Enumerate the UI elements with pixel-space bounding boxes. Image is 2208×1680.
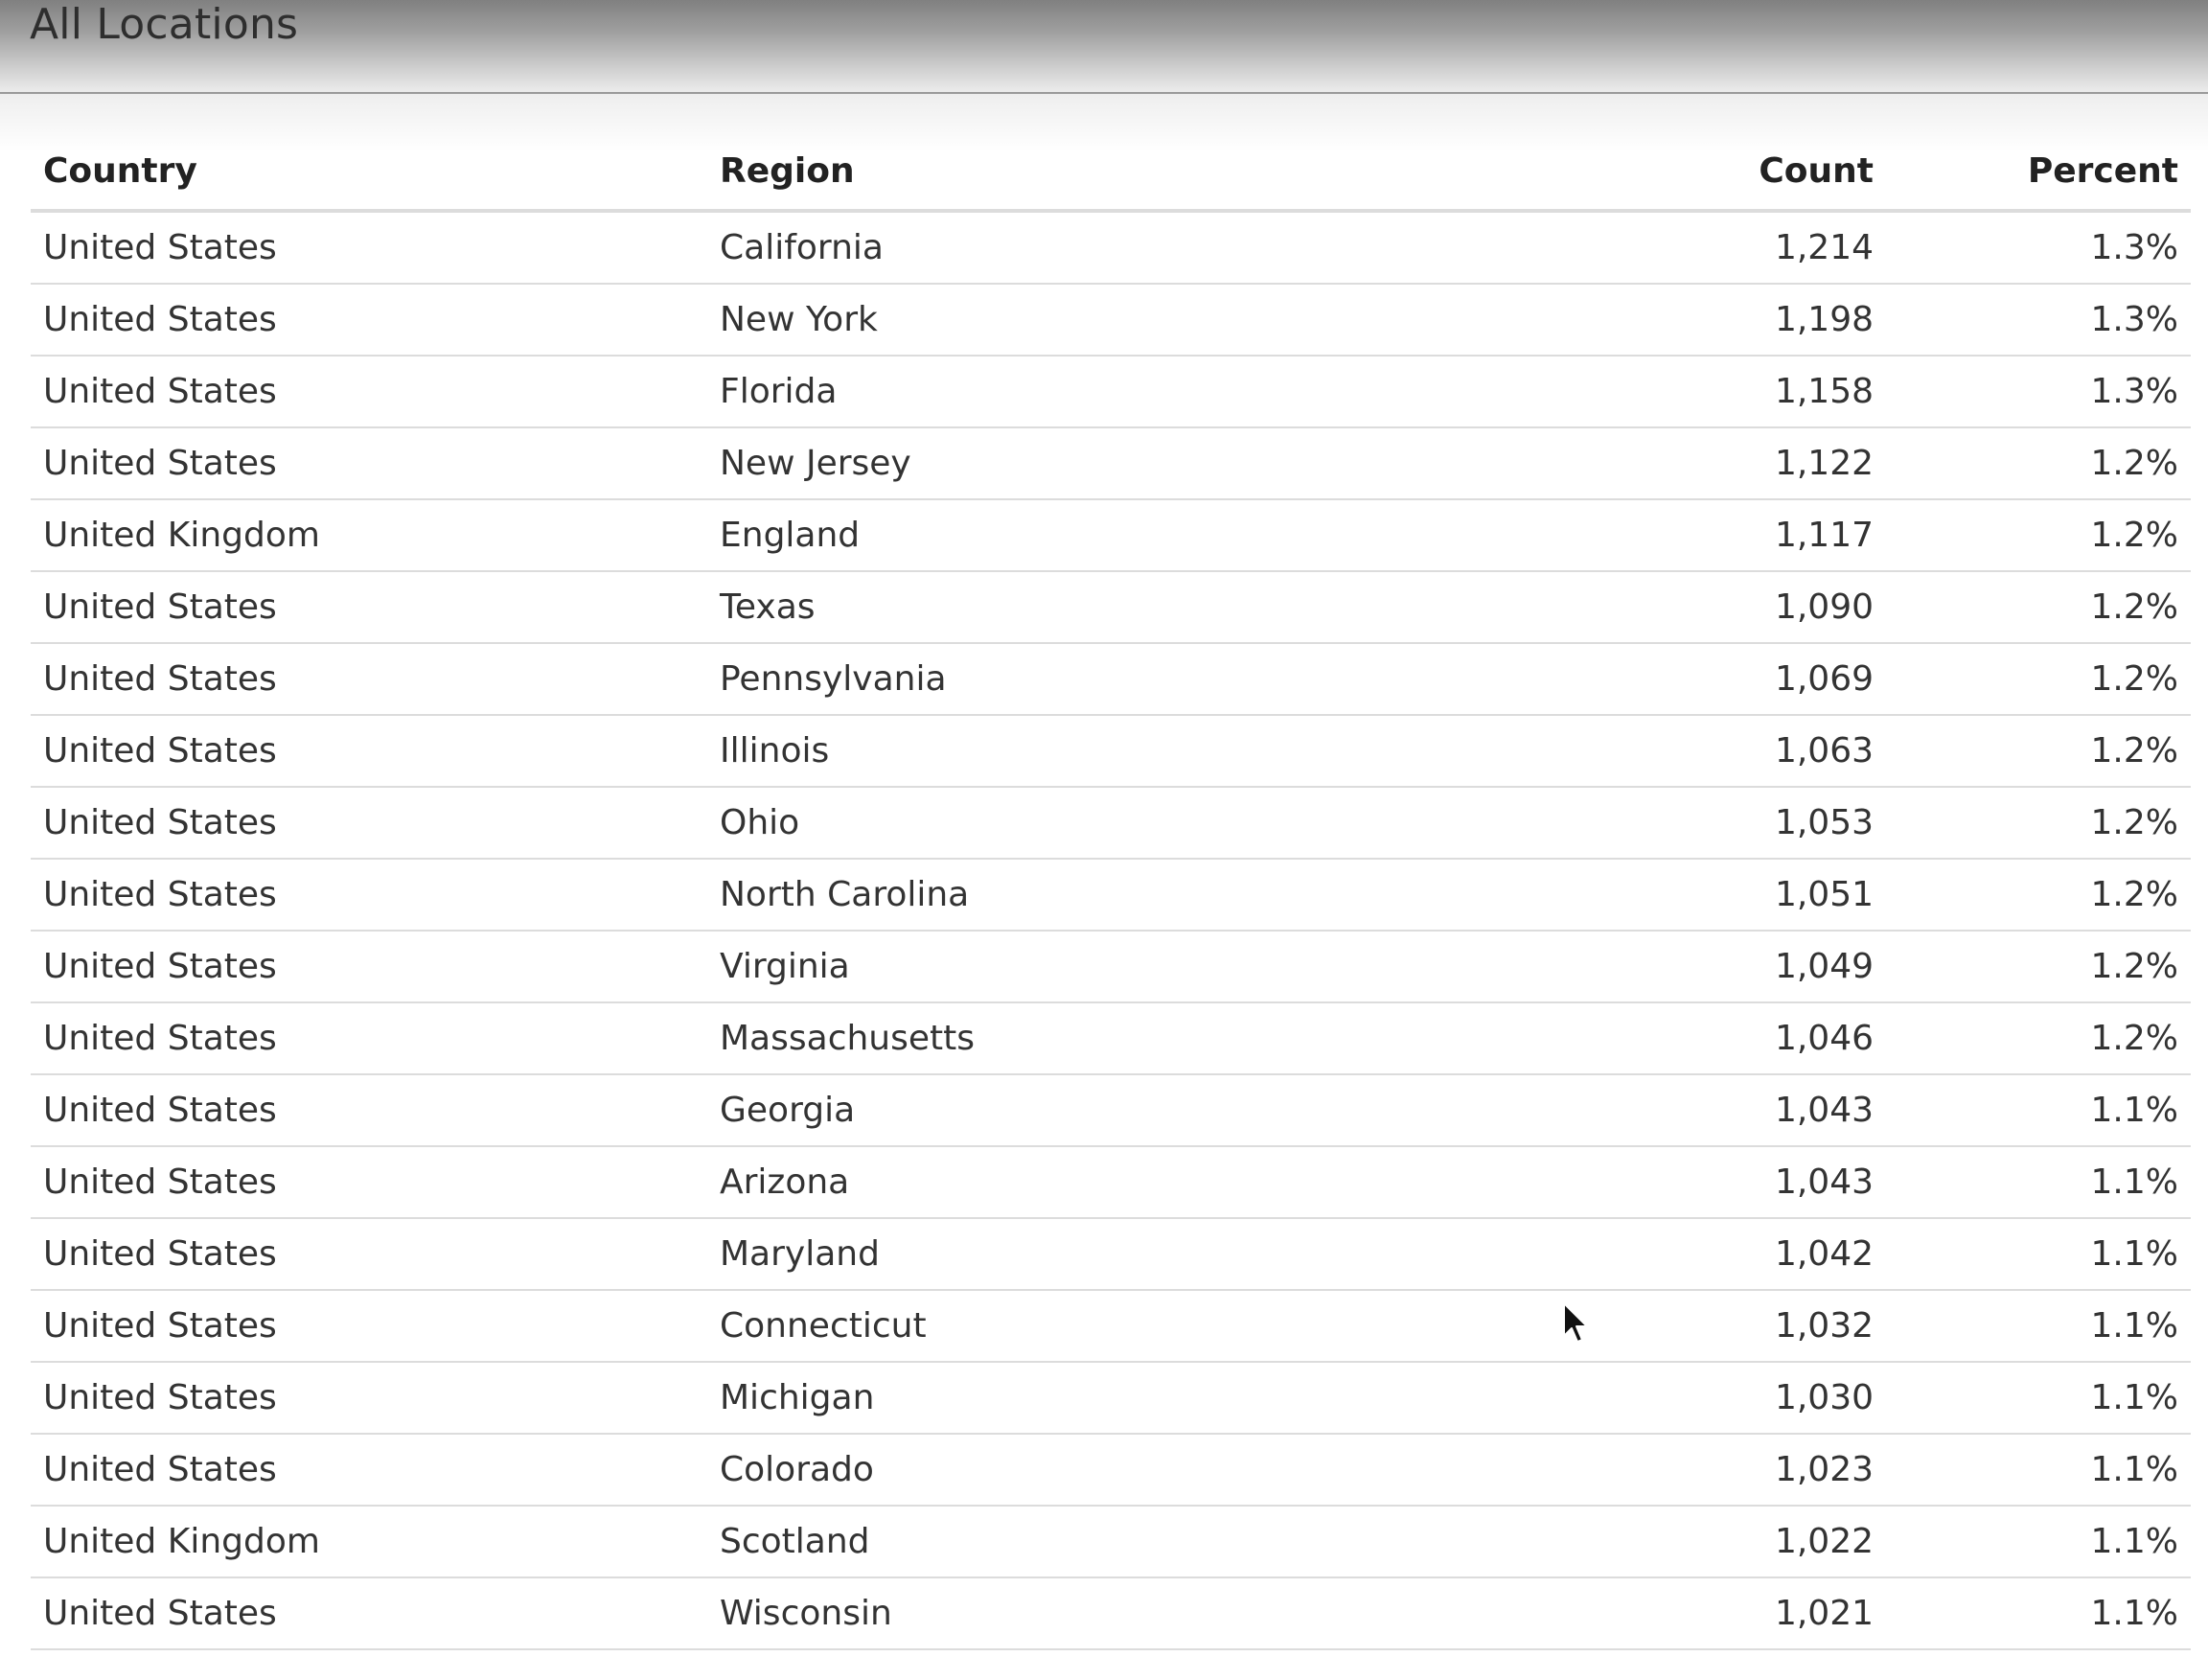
mouse-pointer-icon bbox=[1562, 1301, 1591, 1347]
table-row[interactable] bbox=[31, 931, 2191, 1002]
cell-region: Arizona bbox=[707, 1146, 1384, 1218]
table-row[interactable] bbox=[31, 1146, 2191, 1218]
cell-count: 1,051 bbox=[1384, 859, 1886, 931]
cell-percent: 1.2% bbox=[1886, 643, 2191, 715]
cell-percent: 1.1% bbox=[1886, 1146, 2191, 1218]
table-body bbox=[31, 211, 2191, 1649]
cell-region: Wisconsin bbox=[707, 1577, 1384, 1649]
cell-percent: 1.2% bbox=[1886, 787, 2191, 859]
cell-country: United States bbox=[31, 1146, 707, 1218]
cell-count: 1,122 bbox=[1384, 427, 1886, 499]
cell-percent: 1.2% bbox=[1886, 571, 2191, 643]
table-row[interactable] bbox=[31, 1074, 2191, 1146]
cell-country: United States bbox=[31, 1577, 707, 1649]
cell-country: United Kingdom bbox=[31, 1506, 707, 1577]
page-title: All Locations bbox=[30, 0, 299, 49]
locations-table bbox=[31, 132, 2191, 1650]
cell-percent: 1.1% bbox=[1886, 1290, 2191, 1362]
cell-count: 1,042 bbox=[1384, 1218, 1886, 1290]
table-row[interactable] bbox=[31, 787, 2191, 859]
cell-country: United States bbox=[31, 1002, 707, 1074]
cell-region: England bbox=[707, 499, 1384, 571]
cell-percent: 1.2% bbox=[1886, 499, 2191, 571]
table-row[interactable] bbox=[31, 1218, 2191, 1290]
cell-region: Ohio bbox=[707, 787, 1384, 859]
cell-country: United States bbox=[31, 859, 707, 931]
cell-region: Texas bbox=[707, 571, 1384, 643]
cell-count: 1,158 bbox=[1384, 356, 1886, 427]
cell-country: United States bbox=[31, 1074, 707, 1146]
cell-country: United States bbox=[31, 1218, 707, 1290]
column-header-percent[interactable]: Percent bbox=[1886, 132, 2191, 211]
cell-region: Massachusetts bbox=[707, 1002, 1384, 1074]
cell-region: Maryland bbox=[707, 1218, 1384, 1290]
table-row[interactable] bbox=[31, 1362, 2191, 1434]
cell-region: Georgia bbox=[707, 1074, 1384, 1146]
cell-count: 1,030 bbox=[1384, 1362, 1886, 1434]
cell-region: New York bbox=[707, 284, 1384, 356]
cell-country: United States bbox=[31, 787, 707, 859]
table-row[interactable] bbox=[31, 571, 2191, 643]
cell-percent: 1.1% bbox=[1886, 1506, 2191, 1577]
cell-country: United States bbox=[31, 931, 707, 1002]
column-header-count[interactable]: Count bbox=[1384, 132, 1886, 211]
cell-count: 1,032 bbox=[1384, 1290, 1886, 1362]
cell-country: United States bbox=[31, 356, 707, 427]
table-row[interactable] bbox=[31, 1002, 2191, 1074]
cell-country: United States bbox=[31, 1362, 707, 1434]
cell-count: 1,090 bbox=[1384, 571, 1886, 643]
cell-count: 1,214 bbox=[1384, 211, 1886, 284]
cell-count: 1,046 bbox=[1384, 1002, 1886, 1074]
cell-country: United States bbox=[31, 211, 707, 284]
table-row[interactable] bbox=[31, 1577, 2191, 1649]
cell-country: United States bbox=[31, 643, 707, 715]
cell-percent: 1.3% bbox=[1886, 356, 2191, 427]
cell-count: 1,053 bbox=[1384, 787, 1886, 859]
cell-count: 1,117 bbox=[1384, 499, 1886, 571]
table-row[interactable] bbox=[31, 715, 2191, 787]
cell-country: United Kingdom bbox=[31, 499, 707, 571]
table-row[interactable] bbox=[31, 284, 2191, 356]
cell-country: United States bbox=[31, 1290, 707, 1362]
cell-percent: 1.1% bbox=[1886, 1577, 2191, 1649]
page-header bbox=[0, 0, 2208, 94]
cell-country: United States bbox=[31, 284, 707, 356]
cell-count: 1,023 bbox=[1384, 1434, 1886, 1506]
table-row[interactable] bbox=[31, 1506, 2191, 1577]
table-row[interactable] bbox=[31, 499, 2191, 571]
cell-country: United States bbox=[31, 1434, 707, 1506]
cell-count: 1,198 bbox=[1384, 284, 1886, 356]
cell-count: 1,043 bbox=[1384, 1146, 1886, 1218]
cell-percent: 1.2% bbox=[1886, 427, 2191, 499]
cell-percent: 1.1% bbox=[1886, 1218, 2191, 1290]
table-row[interactable] bbox=[31, 1290, 2191, 1362]
locations-table-container bbox=[31, 132, 2191, 1650]
column-header-country[interactable]: Country bbox=[31, 132, 707, 211]
cell-percent: 1.1% bbox=[1886, 1434, 2191, 1506]
cell-region: New Jersey bbox=[707, 427, 1384, 499]
cell-country: United States bbox=[31, 715, 707, 787]
cell-region: Illinois bbox=[707, 715, 1384, 787]
cell-percent: 1.2% bbox=[1886, 931, 2191, 1002]
cell-region: Scotland bbox=[707, 1506, 1384, 1577]
cell-percent: 1.2% bbox=[1886, 859, 2191, 931]
cell-percent: 1.3% bbox=[1886, 284, 2191, 356]
cell-count: 1,049 bbox=[1384, 931, 1886, 1002]
cell-country: United States bbox=[31, 427, 707, 499]
cell-percent: 1.1% bbox=[1886, 1074, 2191, 1146]
cell-region: California bbox=[707, 211, 1384, 284]
cell-region: Pennsylvania bbox=[707, 643, 1384, 715]
cell-count: 1,043 bbox=[1384, 1074, 1886, 1146]
table-row[interactable] bbox=[31, 859, 2191, 931]
cell-percent: 1.1% bbox=[1886, 1362, 2191, 1434]
column-header-region[interactable]: Region bbox=[707, 132, 1384, 211]
cell-percent: 1.2% bbox=[1886, 1002, 2191, 1074]
cell-percent: 1.2% bbox=[1886, 715, 2191, 787]
cell-count: 1,022 bbox=[1384, 1506, 1886, 1577]
cell-count: 1,021 bbox=[1384, 1577, 1886, 1649]
cell-count: 1,069 bbox=[1384, 643, 1886, 715]
table-header-row bbox=[31, 132, 2191, 211]
cell-count: 1,063 bbox=[1384, 715, 1886, 787]
cell-region: Michigan bbox=[707, 1362, 1384, 1434]
cell-region: North Carolina bbox=[707, 859, 1384, 931]
cell-region: Connecticut bbox=[707, 1290, 1384, 1362]
table-row[interactable] bbox=[31, 211, 2191, 284]
cell-region: Colorado bbox=[707, 1434, 1384, 1506]
table-row[interactable] bbox=[31, 427, 2191, 499]
cell-region: Florida bbox=[707, 356, 1384, 427]
table-row[interactable] bbox=[31, 356, 2191, 427]
cell-country: United States bbox=[31, 571, 707, 643]
table-row[interactable] bbox=[31, 1434, 2191, 1506]
cell-region: Virginia bbox=[707, 931, 1384, 1002]
table-row[interactable] bbox=[31, 643, 2191, 715]
cell-percent: 1.3% bbox=[1886, 211, 2191, 284]
